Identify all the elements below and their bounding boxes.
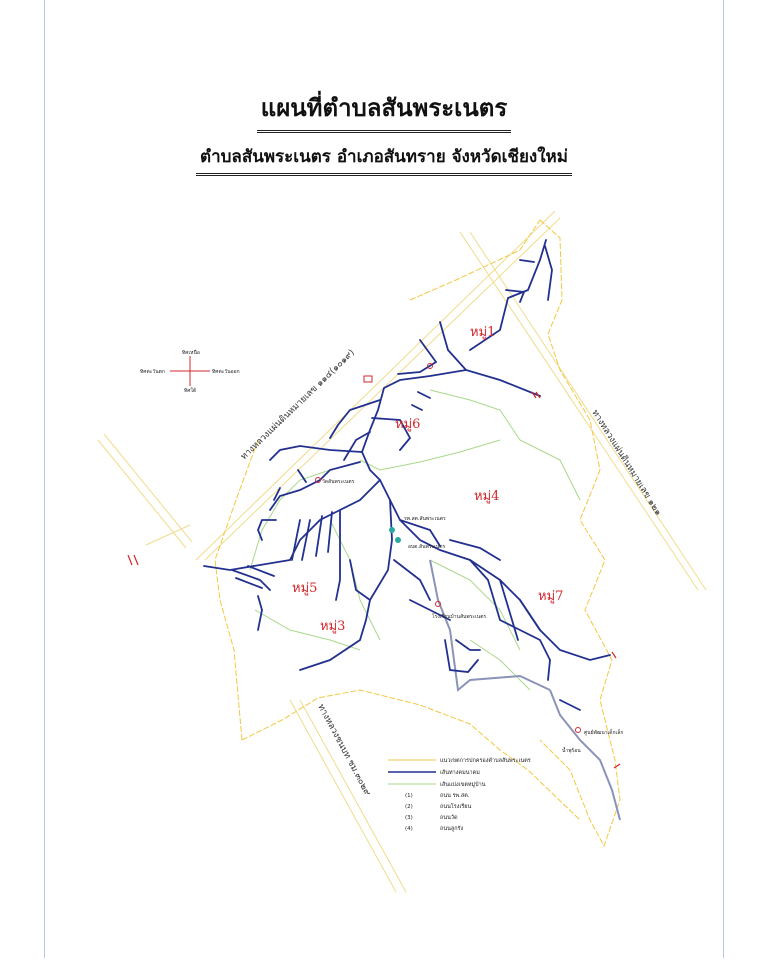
legend-item-label-2: ถนนโรงเรียน (440, 804, 472, 810)
legend-item-label-1: ถนน รพ.สต. (440, 793, 470, 799)
legend-item-label-3: ถนนวัด (440, 815, 458, 821)
compass-south: ทิศใต้ (184, 388, 197, 394)
village-label-4: หมู่4 (474, 489, 500, 504)
legend-item-num-4: (4) (405, 826, 413, 832)
pond-marker-2 (395, 537, 401, 543)
center-marker (576, 728, 581, 733)
village-label-7: หมู่7 (538, 589, 564, 604)
compass-east: ทิศตะวันออก (212, 369, 240, 375)
place-label-hotspring: น้ำพุร้อน (562, 748, 581, 754)
legend-item-num-1: (1) (405, 793, 413, 799)
main-road (430, 560, 620, 820)
legend-item-label-4: ถนนลูกรัง (440, 826, 464, 832)
compass-north: ทิศเหนือ (182, 350, 200, 356)
map-title: แผนที่ตำบลสันพระเนตร (0, 88, 768, 133)
highway-label-left: ทางหลวงแผ่นดินหมายเลข ๑๑๔(๑๐๑๙) (239, 347, 357, 463)
place-label-temple: วัดสันพระเนตร (322, 479, 355, 485)
highway-lines (98, 211, 706, 892)
village-label-5: หมู่5 (292, 581, 318, 596)
subdistrict-boundary (215, 220, 620, 846)
village-label-6: หมู่6 (395, 417, 421, 432)
pond-marker-1 (389, 527, 395, 533)
legend-road: เส้นทางคมนาคม (440, 770, 480, 776)
place-label-school: โรงเรียนบ้านสันพระเนตร (432, 614, 487, 620)
legend (388, 757, 531, 832)
landmarks (316, 364, 581, 733)
legend-village-boundary: เส้นแบ่งเขตหมู่บ้าน (440, 782, 486, 788)
office-marker (364, 376, 372, 382)
place-label-center: ศูนย์พัฒนาเด็กเล็ก (584, 730, 624, 736)
highway-label-bottom: ทางหลวงชนบท ชม.๓๐๒๙ (315, 702, 373, 798)
highway-label-right: ทางหลวงแผ่นดินหมายเลข ๑๒๑ (589, 408, 663, 518)
legend-item-num-3: (3) (405, 815, 413, 821)
map-subtitle: ตำบลสันพระเนตร อำเภอสันทราย จังหวัดเชียงใหม่ (0, 143, 768, 176)
compass (140, 349, 240, 394)
village-label-1: หมู่1 (470, 325, 496, 340)
legend-item-num-2: (2) (405, 804, 413, 810)
place-label-sao: อบต.สันพระเนตร (408, 544, 446, 550)
road-network (204, 240, 610, 710)
boundary-ticks (128, 392, 620, 768)
village-label-3: หมู่3 (320, 619, 346, 634)
compass-west: ทิศตะวันตก (140, 369, 165, 375)
place-label-health: รพ.สต.สันพระเนตร (404, 516, 446, 522)
legend-boundary: แนวเขตการปกครองตำบลสันพระเนตร (440, 758, 531, 764)
